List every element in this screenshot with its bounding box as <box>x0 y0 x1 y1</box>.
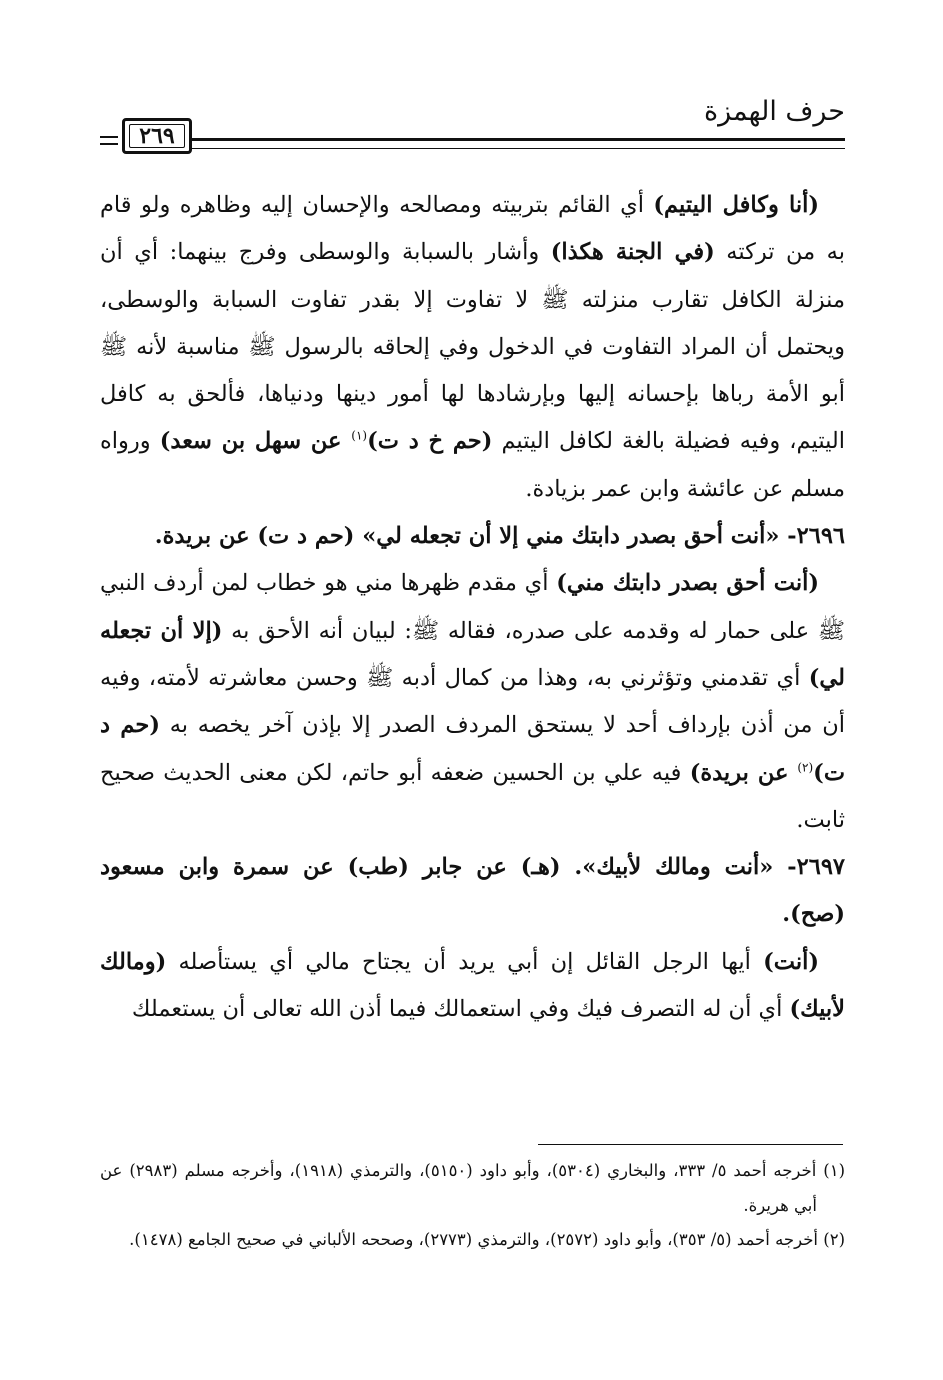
quoted-phrase: (في الجنة هكذا) <box>550 239 715 266</box>
source-reference: (حم د ت) <box>100 712 845 786</box>
page-header <box>100 96 845 160</box>
commentary-paragraph <box>100 939 845 1034</box>
quoted-phrase: (أنت) <box>763 948 819 975</box>
hadith-2697: ٢٦٩٧- «أنت ومالك لأبيك». (هـ) عن جابر (طب) عن سمرة وابن مسعود (صح). <box>100 854 845 928</box>
commentary-text: أي القائم بتربيته ومصالحه والإحسان إليه وظاهره ولو قام به من تركته <box>100 192 845 266</box>
main-text <box>100 182 845 1033</box>
quoted-phrase: (إلا أن تجعله لي) <box>100 617 845 691</box>
chapter-title: حرف الهمزة <box>704 96 845 127</box>
commentary-paragraph <box>100 560 845 844</box>
commentary-paragraph <box>100 182 845 513</box>
commentary-text: أي تقدمني وتؤثرني به، وهذا من كمال أدبه ﷺ وحسن معاشرته لأمته، وفيه أن من أذن بإرداف أحد لا يستحق المردف الصدر إلا بإذن آخر يخصه به <box>100 664 845 739</box>
commentary-text: أيها الرجل القائل إن أبي يريد أن يجتاح مالي أي يستأصله <box>166 948 764 975</box>
commentary-text: أي أن له التصرف فيك وفي استعمالك فيما أذن الله تعالى أن يستعملك <box>131 996 790 1023</box>
footnote-marker: (٢) <box>797 760 814 775</box>
hadith-2696: ٢٦٩٦- «أنت أحق بصدر دابتك مني إلا أن تجعله لي» (حم د ت) عن بريدة. <box>154 523 845 550</box>
source-reference: (حم خ د ت) <box>367 428 493 455</box>
narrator-reference: عن بريدة) <box>689 759 798 786</box>
commentary-text: أي مقدم ظهرها مني هو خطاب لمن أردف النبي ﷺ على حمار له وقدمه على صدره، فقاله ﷺ: لبيان أنه الأحق به <box>100 570 845 644</box>
commentary-text: ورواه مسلم عن عائشة وابن عمر بزيادة. <box>100 428 845 502</box>
quoted-phrase: (أنا وكافل اليتيم) <box>653 192 819 218</box>
commentary-text: فيه علي بن الحسين ضعفه أبو حاتم، لكن معنى الحديث صحيح ثابت. <box>100 759 845 833</box>
footnote-separator <box>538 1144 843 1145</box>
quoted-phrase: (أنت أحق بصدر دابتك مني) <box>556 570 819 597</box>
footnote-1: (١) أخرجه أحمد ٥/ ٣٣٣، والبخاري (٥٣٠٤)، وأبو داود (٥١٥٠)، والترمذي (١٩١٨)، وأخرجه مسلم (٢٩٨٣) عن أبي هريرة. <box>100 1161 845 1215</box>
footnote-2: (٢) أخرجه أحمد (٥/ ٣٥٣)، وأبو داود (٢٥٧٢)، والترمذي (٢٧٧٣)، وصححه الألباني في صحيح الجامع (١٤٧٨). <box>129 1230 845 1249</box>
page-number: ٢٦٩ <box>122 118 192 154</box>
header-edge-mark <box>100 136 118 145</box>
footnotes <box>100 1154 845 1258</box>
footnote-marker: (١) <box>351 428 368 443</box>
quoted-phrase: (ومالك لأبيك) <box>100 948 845 1023</box>
header-rule <box>192 138 845 149</box>
narrator-reference: عن سهل بن سعد) <box>159 428 352 455</box>
commentary-text: وأشار بالسبابة والوسطى وفرج بينهما: أي أن منزلة الكافل تقارب منزلته ﷺ لا تفاوت إلا بقدر تفاوت السبابة والوسطى، ويحتمل أن المراد التفاوت في الدخول وفي إلحاقه بالرسول ﷺ مناسبة لأنه ﷺ أبو الأمة رباها بإحسانه إليها وبإرشادها لها أمور دينها ودنياها، فألحق به كافل اليتيم، وفيه فضيلة بالغة لكافل اليتيم <box>100 239 846 455</box>
